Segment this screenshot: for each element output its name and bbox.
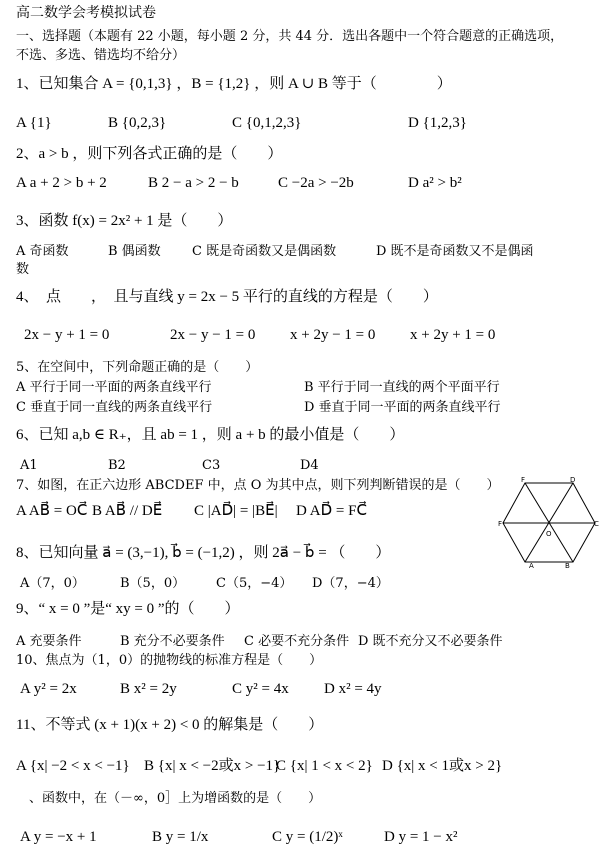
- q8-opt-c: C（5，−4）: [216, 576, 293, 591]
- page-title: 高二数学会考模拟试卷: [16, 5, 156, 21]
- q12-opt-d: D y = 1 − x²: [384, 829, 458, 845]
- q2-opt-b: B 2 − a > 2 − b: [148, 175, 239, 191]
- q3-stem: 3、函数 f(x) = 2x² + 1 是（ ）: [16, 213, 233, 229]
- q1-stem: 1、已知集合 A = {0,1,3} ，B = {1,2} ，则 A ∪ B 等于（ ）: [16, 76, 452, 92]
- q7-opt-a: A AB⃗ = OC⃗: [16, 503, 88, 519]
- q5-opt-c: C 垂直于同一直线的两条直线平行: [16, 400, 213, 415]
- hex-label-a: A: [529, 562, 534, 568]
- q5-opt-a: A 平行于同一平面的两条直线平行: [16, 380, 212, 395]
- intro-line-2: 不选、多选、错选均不给分）: [16, 48, 186, 63]
- hex-label-f: F: [498, 520, 503, 528]
- hex-label-c: C: [594, 520, 599, 528]
- q6-opt-d: D4: [300, 458, 319, 473]
- q4-opt-c: x + 2y − 1 = 0: [290, 327, 376, 343]
- q12-opt-b: B y = 1/x: [152, 829, 209, 845]
- q2-opt-d: D a² > b²: [408, 175, 462, 191]
- q1-opt-a: A {1}: [16, 115, 52, 131]
- q1-opt-d: D {1,2,3}: [408, 115, 467, 131]
- q12-stem: 、函数中，在（－∞，0］上为增函数的是（ ）: [16, 791, 322, 806]
- q10-opt-b: B x² = 2y: [120, 681, 177, 697]
- q4-opt-d: x + 2y + 1 = 0: [410, 327, 496, 343]
- hex-label-b: B: [565, 562, 570, 568]
- q5-opt-d: D 垂直于同一平面的两条直线平行: [304, 400, 501, 415]
- q1-opt-c: C {0,1,2,3}: [232, 115, 302, 131]
- q12-opt-a: A y = −x + 1: [20, 829, 97, 845]
- q8-stem: 8、已知向量 a⃗ = (3,−1), b⃗ = (−1,2) ，则 2a⃗ − b⃗ = （ ）: [16, 545, 391, 561]
- q9-opt-b: B 充分不必要条件: [120, 634, 225, 649]
- intro-line-1: 一、选择题（本题有 22 小题，每小题 2 分，共 44 分．选出各题中一个符合题意的正确选项，: [16, 29, 564, 44]
- q8-opt-a: A（7，0）: [20, 576, 85, 591]
- q2-stem: 2、a > b ，则下列各式正确的是（ ）: [16, 146, 283, 162]
- q3-opt-d: D 既不是奇函数又不是偶函: [376, 244, 534, 259]
- q10-stem: 10、焦点为（1，0）的抛物线的标准方程是（ ）: [16, 653, 323, 668]
- q2-opt-c: C −2a > −2b: [278, 175, 354, 191]
- q12-opt-c: C y = (1/2)ˣ: [272, 829, 343, 845]
- q11-opt-d: D {x| x < 1或x > 2}: [382, 758, 503, 774]
- q1-opt-b: B {0,2,3}: [108, 115, 167, 131]
- q9-opt-d: D 既不充分又不必要条件: [358, 634, 503, 649]
- q7-opt-d: D AD⃗ = FC⃗: [296, 503, 367, 519]
- q11-stem: 11、不等式 (x + 1)(x + 2) < 0 的解集是（ ）: [16, 717, 324, 733]
- hexagon-figure: [498, 476, 600, 568]
- q5-opt-b: B 平行于同一直线的两个平面平行: [304, 380, 500, 395]
- hex-label-d: D: [570, 476, 576, 484]
- q2-opt-a: A a + 2 > b + 2: [16, 175, 107, 191]
- q11-opt-b: B {x| x < −2或x > −1}: [144, 758, 281, 774]
- q3-opt-c: C 既是奇函数又是偶函数: [192, 244, 337, 259]
- q6-stem: 6、已知 a,b ∈ R₊，且 ab = 1 ，则 a + b 的最小值是（ ）: [16, 427, 405, 443]
- q9-opt-a: A 充要条件: [16, 634, 82, 649]
- q10-opt-a: A y² = 2x: [20, 681, 77, 697]
- q9-opt-c: C 必要不充分条件: [244, 634, 350, 649]
- q4-opt-b: 2x − y − 1 = 0: [170, 327, 256, 343]
- q6-opt-b: B2: [108, 458, 126, 473]
- hex-label-o: O: [546, 530, 552, 538]
- q8-opt-b: B（5，0）: [120, 576, 186, 591]
- q7-opt-c: C |AD⃗| = |BE⃗|: [194, 503, 278, 519]
- q11-opt-c: C {x| 1 < x < 2}: [276, 758, 373, 774]
- q8-opt-d: D（7，−4）: [312, 576, 389, 591]
- q7-opt-b: B AB⃗ // DE⃗: [92, 503, 163, 519]
- q11-opt-a: A {x| −2 < x < −1}: [16, 758, 130, 774]
- q6-opt-c: C3: [202, 458, 221, 473]
- q3-tail: 数: [16, 262, 30, 277]
- q5-stem: 5、在空间中，下列命题正确的是（ ）: [16, 360, 259, 375]
- q3-opt-b: B 偶函数: [108, 244, 161, 259]
- q4-stem: 4、 点 ， 且与直线 y = 2x − 5 平行的直线的方程是（ ）: [16, 289, 438, 305]
- q10-opt-c: C y² = 4x: [232, 681, 289, 697]
- q9-stem: 9、“ x = 0 ”是“ xy = 0 ”的（ ）: [16, 601, 240, 617]
- q4-opt-a: 2x − y + 1 = 0: [24, 327, 110, 343]
- q7-stem: 7、如图，在正六边形 ABCDEF 中，点 O 为其中点，则下列判断错误的是（ ）: [16, 478, 500, 493]
- q3-opt-a: A 奇函数: [16, 244, 69, 259]
- hex-label-e: F: [521, 476, 526, 484]
- q6-opt-a: A1: [20, 458, 38, 473]
- q10-opt-d: D x² = 4y: [324, 681, 382, 697]
